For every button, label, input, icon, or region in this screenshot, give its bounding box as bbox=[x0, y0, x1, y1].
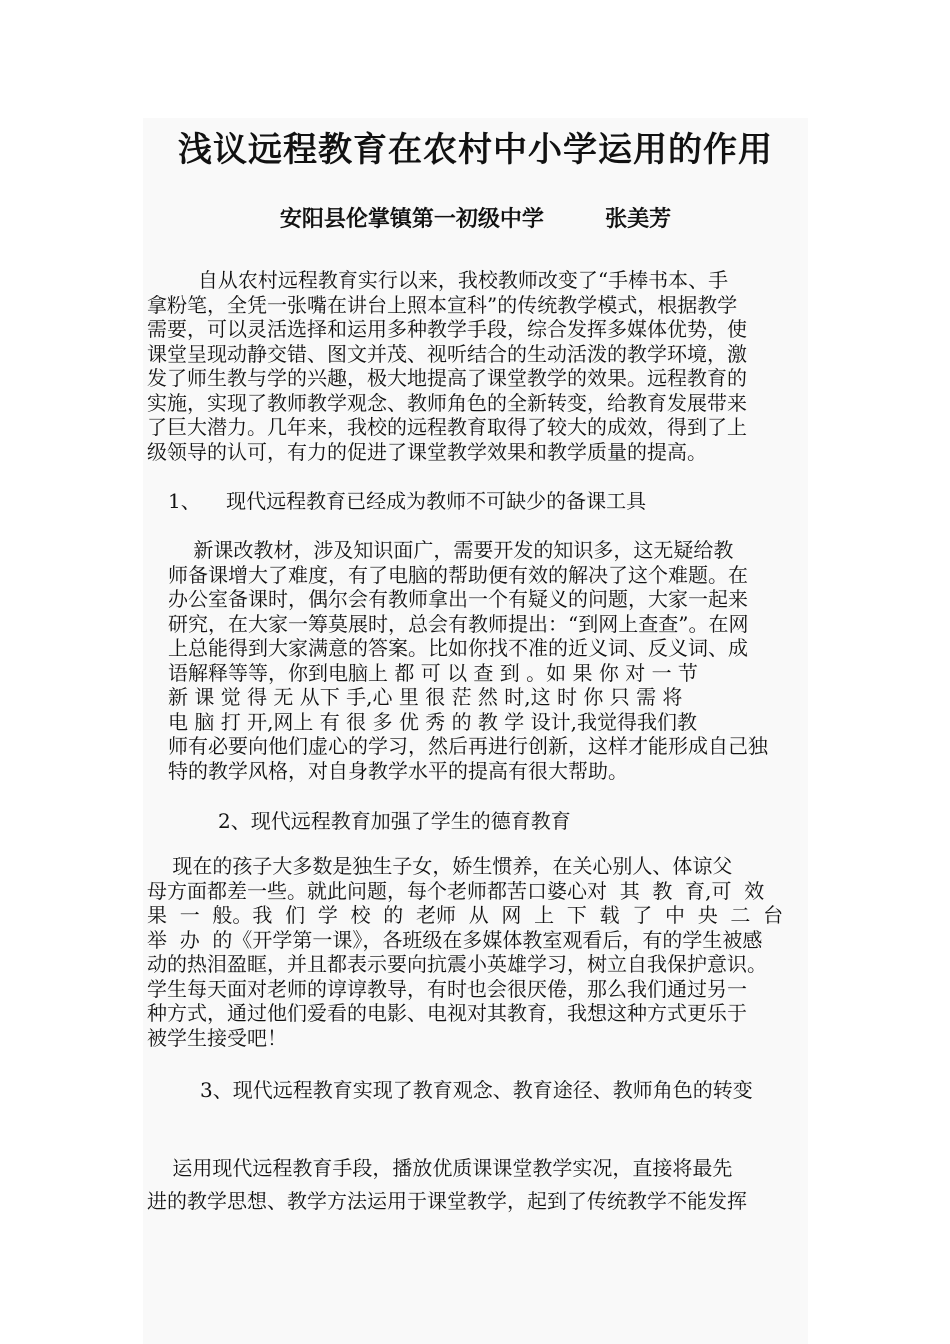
text-line: 语解释等等，你到电脑上 都 可 以 查 到 。如 果 你 对 一 节 bbox=[168, 660, 698, 685]
text-line: 电 脑 打 开,网上 有 很 多 优 秀 的 教 学 设计,我觉得我们教 bbox=[168, 709, 698, 734]
text-line: 进的教学思想、教学方法运用于课堂教学，起到了传统教学不能发挥 bbox=[147, 1189, 747, 1213]
text-line: 现在的孩子大多数是独生子女，娇生惯养，在关心别人、体谅父 bbox=[147, 854, 733, 878]
text-line: 种方式，通过他们爱看的电影、电视对其教育，我想这种方式更乐于 bbox=[147, 1001, 747, 1025]
text-line: 上总能得到大家满意的答案。比如你找不准的近义词、反义词、成 bbox=[168, 636, 748, 660]
text-line: 办公室备课时，偶尔会有教师拿出一个有疑义的问题，大家一起来 bbox=[168, 587, 748, 611]
text-line: 实施，实现了教师教学观念、教师角色的全新转变，给教育发展带来 bbox=[147, 390, 747, 415]
text-line: 动的热泪盈眶，并且都表示要向抗震小英雄学习，树立自我保护意识。 bbox=[147, 952, 767, 976]
text-line: 课堂呈现动静交错、图文并茂、视听结合的生动活泼的教学环境，激 bbox=[147, 341, 747, 366]
text-line: 学生每天面对老师的谆谆教导，有时也会很厌倦，那么我们通过另一 bbox=[147, 976, 747, 1001]
text-line: 新 课 觉 得 无 从下 手,心 里 很 茫 然 时,这 时 你 只 需 将 bbox=[168, 685, 683, 709]
text-line: 运用现代远程教育手段，播放优质课课堂教学实况，直接将最先 bbox=[147, 1156, 733, 1180]
text-line: 了巨大潜力。几年来，我校的远程教育取得了较大的成效，得到了上 bbox=[147, 415, 747, 439]
paragraph-section-2 bbox=[147, 854, 812, 1050]
text-line: 新课改教材，涉及知识面广，需要开发的知识多，这无疑给教 bbox=[168, 538, 734, 562]
text-line: 母方面都差一些。就此问题，每个老师都苦口婆心对 其 教 育,可 效 bbox=[147, 878, 765, 903]
text-line: 特的教学风格，对自身教学水平的提高有很大帮助。 bbox=[168, 758, 628, 783]
author-line: 安阳县伦掌镇第一初级中学 张美芳 bbox=[279, 207, 672, 232]
text-line: 被学生接受吧！ bbox=[147, 1025, 287, 1050]
paragraph-intro bbox=[147, 268, 807, 464]
text-line: 果 一 般。我 们 学 校 的 老师 从 网 上 下 载 了 中 央 二 台 bbox=[147, 903, 784, 927]
text-line: 研究，在大家一筹莫展时，总会有教师提出：“到网上查查”。在网 bbox=[168, 611, 749, 636]
text-line: 需要，可以灵活选择和运用多种教学手段，综合发挥多媒体优势，使 bbox=[147, 317, 747, 341]
text-line: 拿粉笔，全凭一张嘴在讲台上照本宣科”的传统教学模式，根据教学 bbox=[147, 292, 738, 317]
text-line: 师备课增大了难度，有了电脑的帮助便有效的解决了这个难题。在 bbox=[168, 562, 748, 587]
paragraph-section-3 bbox=[147, 1152, 807, 1218]
document-title: 浅议远程教育在农村中小学运用的作用 bbox=[178, 130, 773, 170]
section-heading-1: 1、 现代远程教育已经成为教师不可缺少的备课工具 bbox=[168, 489, 647, 513]
text-line: 发了师生教与学的兴趣，极大地提高了课堂教学的效果。远程教育的 bbox=[147, 366, 747, 390]
text-line: 举 办 的《开学第一课》，各班级在多媒体教室观看后，有的学生被感 bbox=[147, 927, 763, 952]
text-line: 师有必要向他们虚心的学习，然后再进行创新，这样才能形成自己独 bbox=[168, 734, 768, 758]
section-heading-2: 2、现代远程教育加强了学生的德育教育 bbox=[218, 809, 571, 833]
text-line: 自从农村远程教育实行以来，我校教师改变了“手棒书本、手 bbox=[147, 268, 729, 292]
text-line: 级领导的认可，有力的促进了课堂教学效果和教学质量的提高。 bbox=[147, 439, 707, 464]
paragraph-section-1 bbox=[168, 538, 808, 783]
section-heading-3: 3、现代远程教育实现了教育观念、教育途径、教师角色的转变 bbox=[200, 1078, 753, 1102]
